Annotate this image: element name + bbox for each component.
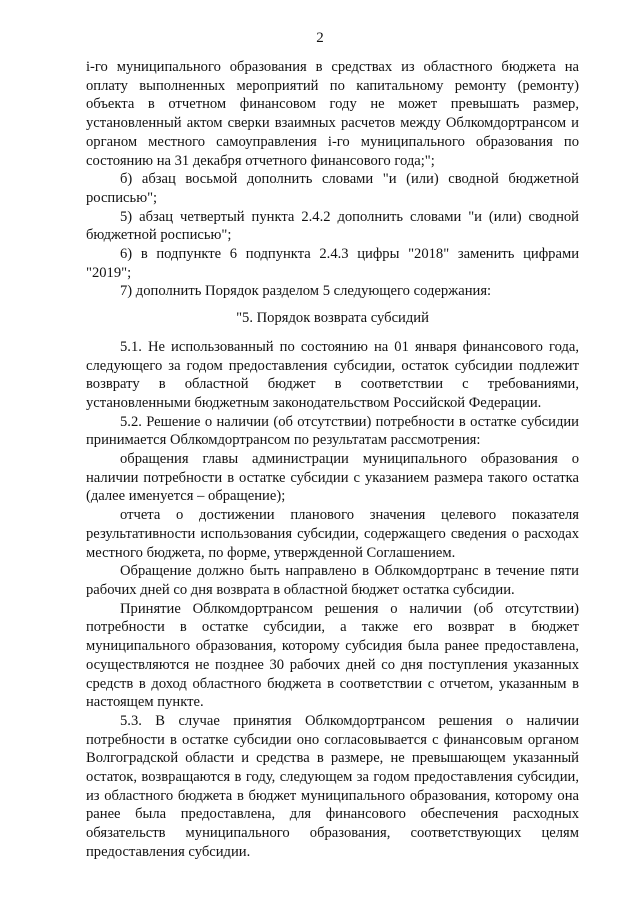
paragraph-5-3: 5.3. В случае принятия Облкомдортрансом решения о наличии потребности в остатке субсидии оно согласовывается с финансовым органом Волгоградской области и средства в размере, не превышающем указанный остаток, возвращаются в году, следующем за годом предоставления субсидии, из областного бюджета в бюджет муниципального образования, которому она ранее была предоставлена, для финансового обеспечения расходных обязательств муниципального образования, соответствующих целям предоставления субсидии.	[86, 712, 579, 860]
section-heading: "5. Порядок возврата субсидий	[236, 310, 429, 327]
paragraph-item-7: 7) дополнить Порядок разделом 5 следующего содержания:	[120, 283, 492, 300]
paragraph-5-2: 5.2. Решение о наличии (об отсутствии) потребности в остатке субсидии принимается Облкомдортрансом по результатам рассмотрения:	[86, 413, 579, 449]
paragraph-5-1: 5.1. Не использованный по состоянию на 01 января финансового года, следующего за годом предоставления субсидии, остаток субсидии подлежит возврату в областной бюджет в соответствии с требованиями, установленными бюджетным законодательством Российской Федерации.	[86, 338, 579, 411]
paragraph-decision-deadline: Принятие Облкомдортрансом решения о наличии (об отсутствии) потребности в остатке субсидии, а также его возврат в бюджет муниципального образования, которому субсидия была ранее предоставлена, осуществляются не позднее 30 рабочих дней со дня поступления указанных средств в доход областного бюджета в соответствии с отчетом, указанным в настоящем пункте.	[86, 600, 579, 711]
paragraph-item-6: 6) в подпункте 6 подпункта 2.4.3 цифры "2018" заменить цифрами "2019";	[86, 246, 579, 281]
document-body	[86, 58, 579, 862]
paragraph-item-b: б) абзац восьмой дополнить словами "и (или) сводной бюджетной росписью";	[86, 171, 579, 206]
page-number: 2	[316, 30, 324, 46]
paragraph-item-5: 5) абзац четвертый пункта 2.4.2 дополнить словами "и (или) сводной бюджетной росписью";	[86, 208, 579, 244]
paragraph-appeal-deadline: Обращение должно быть направлено в Облкомдортранс в течение пяти рабочих дней со дня возврата в областной бюджет остатка субсидии.	[86, 563, 579, 598]
paragraph-continuation: i-го муниципального образования в средствах из областного бюджета на оплату выполненных мероприятий по капитальному ремонту (ремонту) объекта в отчетном финансовом году не может превышать размер, установленный актом сверки взаимных расчетов между Облкомдортрансом и органом местного самоуправления i-го муниципального образования по состоянию на 31 декабря отчетного финансового года;";	[86, 59, 579, 169]
paragraph-5-2-appeal: обращения главы администрации муниципального образования о наличии потребности в остатке субсидии с указанием размера такого остатка (далее именуется – обращение);	[86, 451, 579, 505]
paragraph-5-2-report: отчета о достижении планового значения целевого показателя результативности использования субсидии, содержащего сведения о расходах местного бюджета, по форме, утвержденной Соглашением.	[86, 507, 579, 561]
